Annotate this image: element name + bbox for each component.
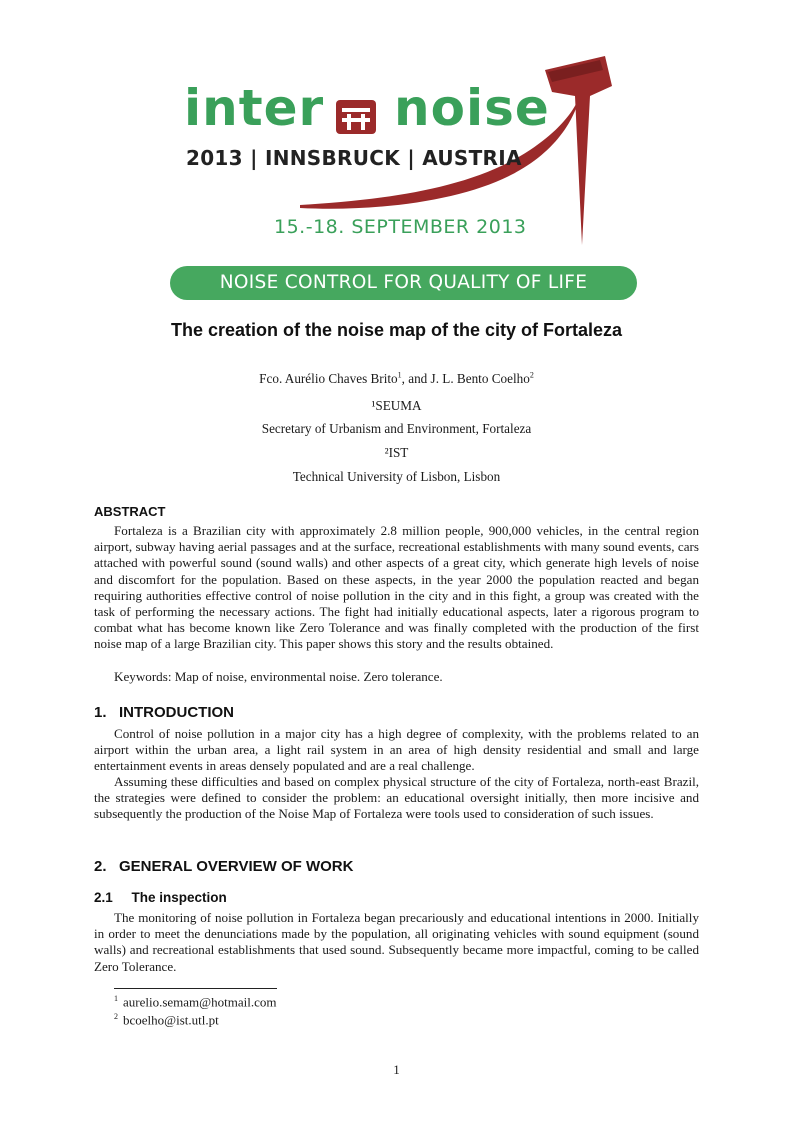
footnote-divider: [114, 988, 277, 989]
footnote-2-mark: 2: [114, 1012, 118, 1021]
keywords: Keywords: Map of noise, environmental noise. Zero tolerance.: [114, 669, 443, 684]
author-1: Fco. Aurélio Chaves Brito: [259, 371, 398, 386]
section-heading-introduction: 1. INTRODUCTION: [94, 704, 235, 721]
brand-word-inter: inter: [184, 79, 325, 137]
subsection-heading-inspection: 2.1 The inspection: [94, 890, 227, 905]
intro-paragraph-1: Control of noise pollution in a major city has a high degree of complexity, with the problems related to an airport within the urban area, a light rail system in an area of high density residential and small and large entertainment events in areas densely populated and are a real challenge.: [94, 726, 699, 774]
affiliation-2-detail: Technical University of Lisbon, Lisbon: [292, 469, 501, 484]
section-heading-overview: 2. GENERAL OVERVIEW OF WORK: [94, 858, 354, 875]
author-1-mark: 1: [397, 370, 402, 380]
paper-title: The creation of the noise map of the city of Fortaleza: [170, 320, 623, 340]
footnote-1-mark: 1: [114, 994, 118, 1003]
conference-motto-banner: NOISE CONTROL FOR QUALITY OF LIFE: [170, 266, 637, 300]
inspection-paragraph-1: The monitoring of noise pollution in Fortaleza began precariously and educational intentions in 2000. Initially in order to meet the denunciations made by the population, all originating vehicles with sound equipment (sound walls) and recreational establishments that used sound. Subsequently became more impactful, coming to be called Zero Tolerance.: [94, 910, 699, 974]
footnote-2-text: bcoelho@ist.utl.pt: [123, 1012, 219, 1028]
affiliation-2-label: ²IST: [384, 445, 409, 460]
affiliation-1-label: ¹SEUMA: [371, 398, 422, 413]
abstract-text: Fortaleza is a Brazilian city with approximately 2.8 million people, 900,000 vehicles, in the central region airport, subway having aerial passages and at the surface, recreational establishments with many sound events, cars attached with powerful sound (sound walls) and other aspects of a great city, which generate high levels of noise and discomfort for the population. Based on these aspects, in the year 2000 the population reacted and began requiring authorities effective control of noise pollution in the city and in this fight, a group was created with the task of performing the necessary actions. The fight had initially educational aspects, later a rigorous program to combat what has become known like Zero Tolerance and was finally completed with the production of the first noise map of a large Brazilian city. This paper shows this story and the results obtained.: [94, 523, 699, 652]
footnote-1-text: aurelio.semam@hotmail.com: [123, 994, 277, 1010]
author-2-mark: 2: [529, 370, 534, 380]
abstract-heading: ABSTRACT: [94, 504, 166, 519]
intro-paragraph-2: Assuming these difficulties and based on complex physical structure of the city of Fortaleza, north-east Brazil, the strategies were defined to consider the problem: an educational oversight initially, then more incisive and subsequently the production of the Noise Map of Fortaleza were tools used to consideration of such issues.: [94, 774, 699, 822]
author-line: [0, 371, 793, 387]
affiliation-1-detail: Secretary of Urbanism and Environment, Fortaleza: [261, 421, 532, 436]
footnote-2: [114, 1012, 219, 1028]
author-connector: , and J. L. Bento Coelho: [401, 371, 530, 386]
page-number: 1: [393, 1062, 400, 1077]
conference-dates: 15.-18. SEPTEMBER 2013: [274, 216, 527, 238]
conference-location: 2013 | INNSBRUCK | AUSTRIA: [186, 146, 522, 170]
footnote-1: [114, 994, 277, 1010]
brand-word-noise: noise: [394, 79, 550, 137]
